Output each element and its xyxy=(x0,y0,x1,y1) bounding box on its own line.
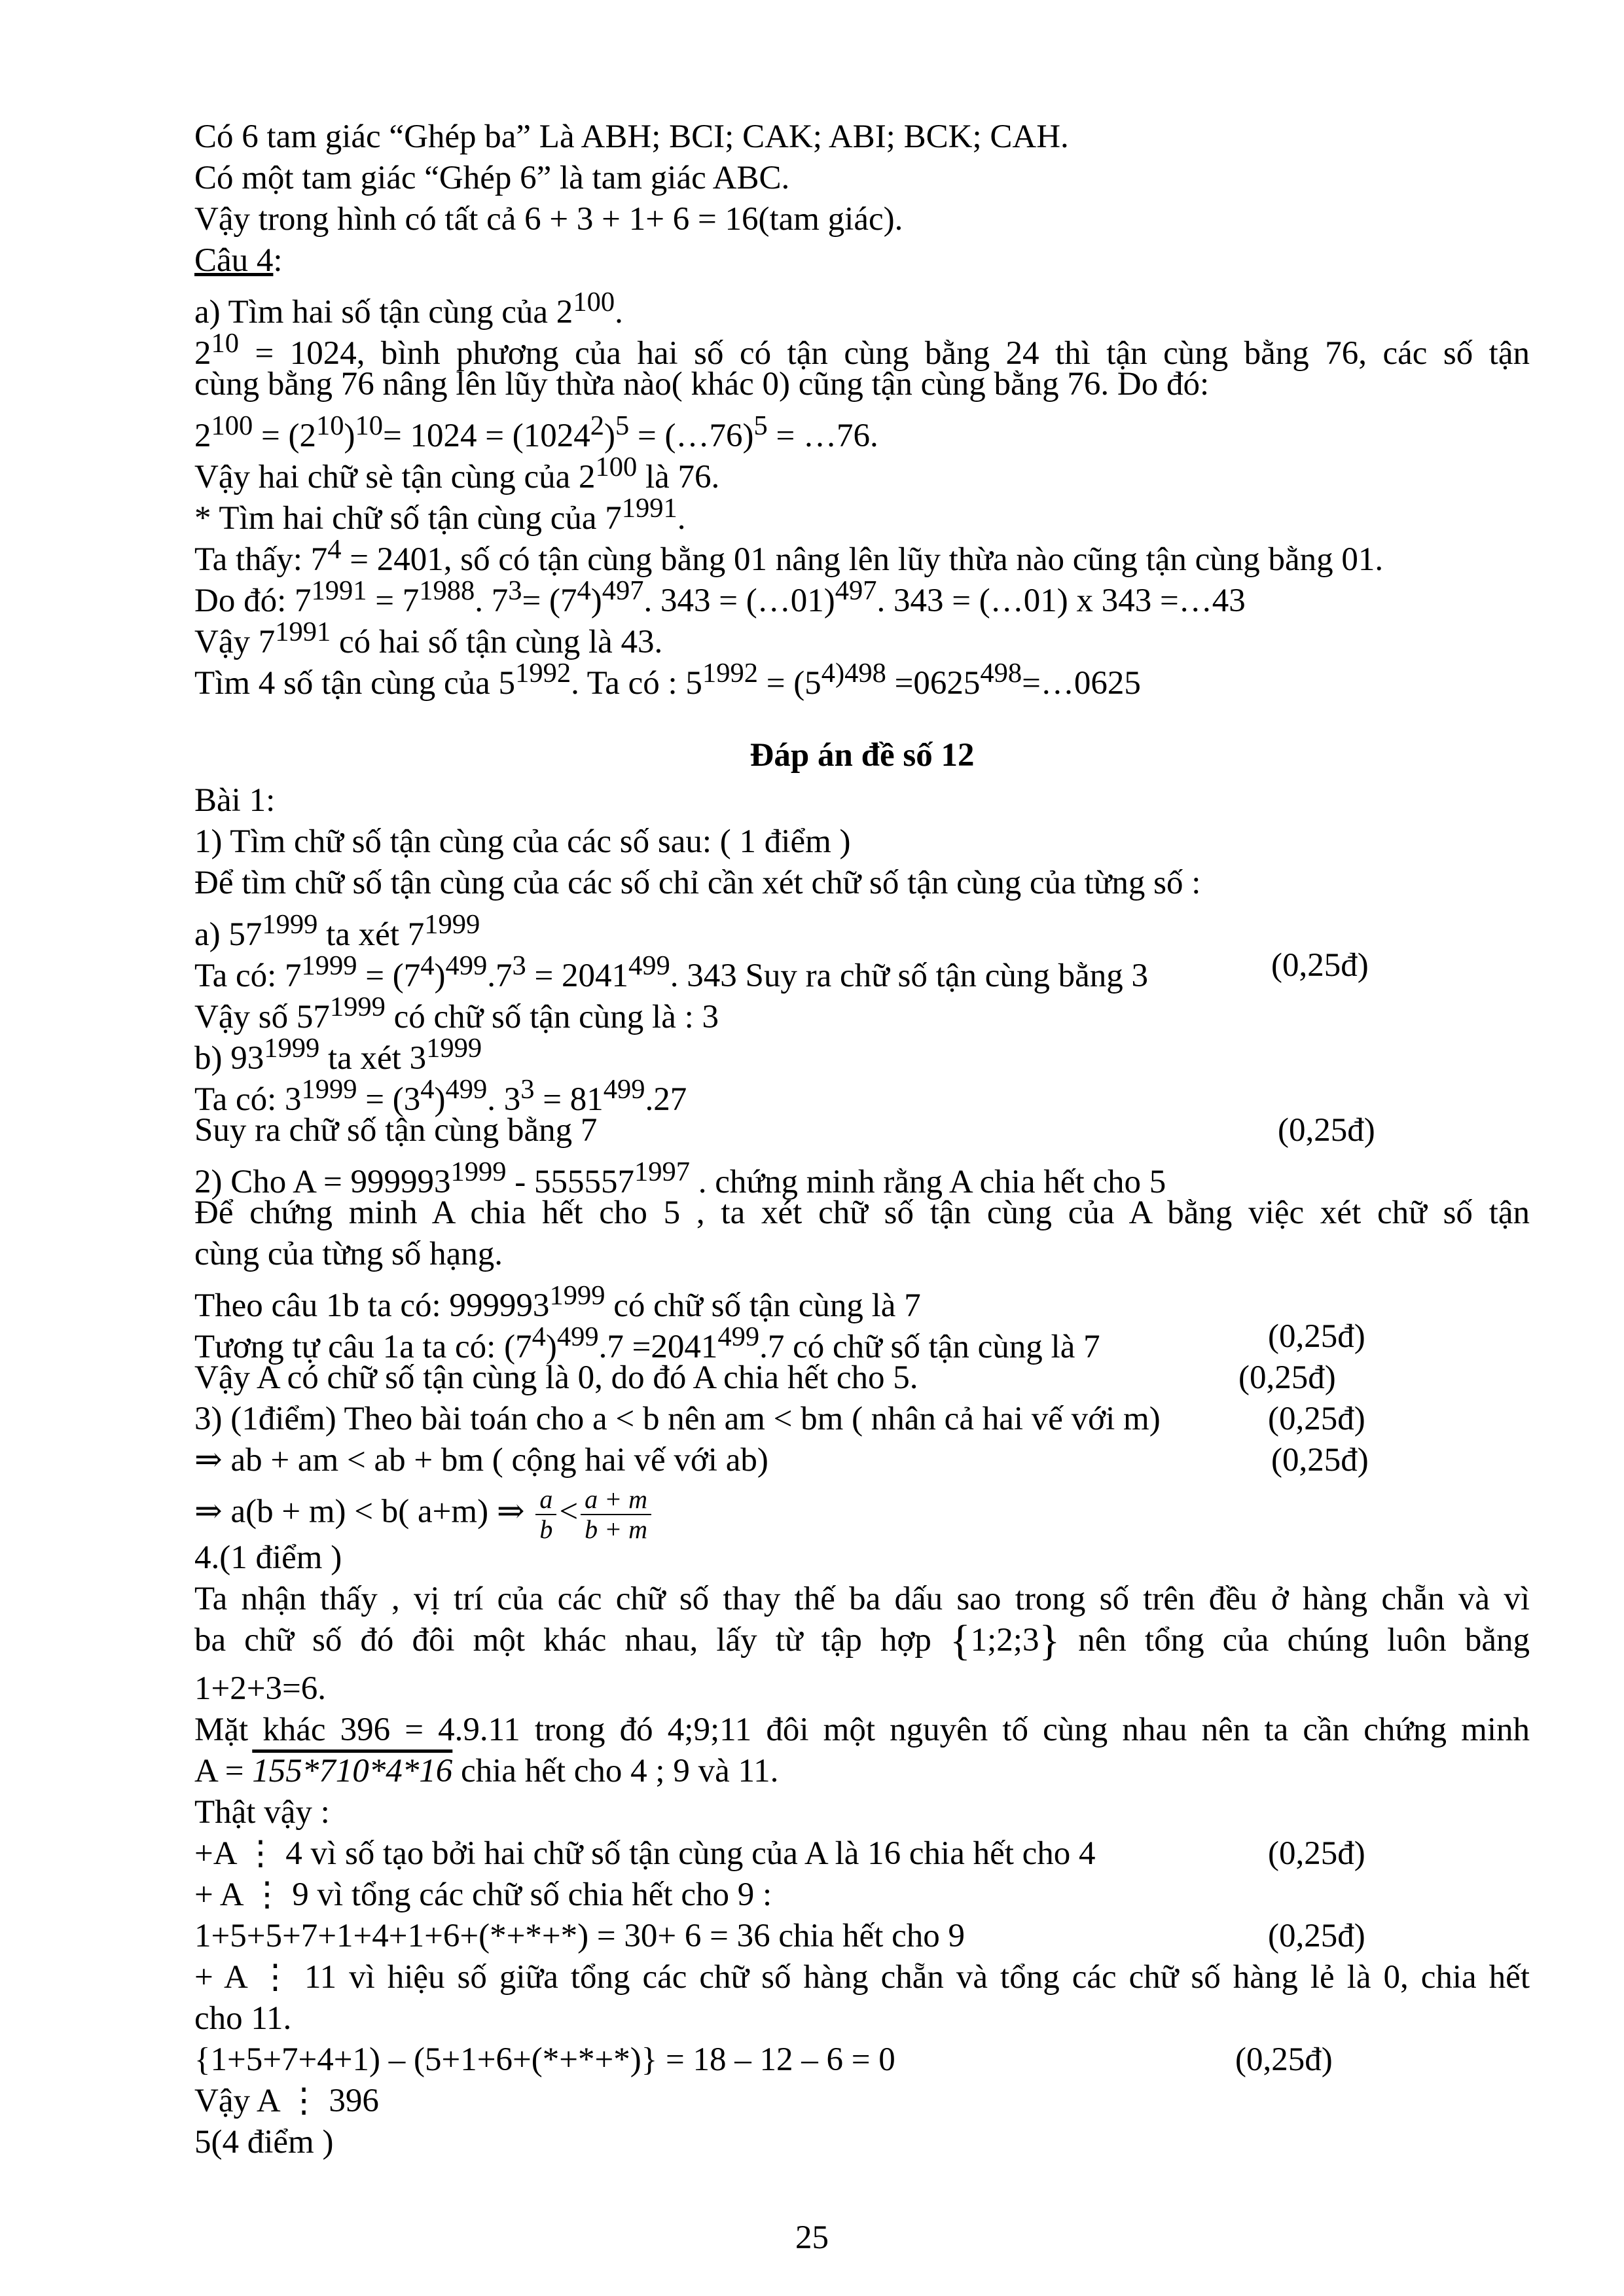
text-run: . 343 Suy ra chữ số tận cùng bằng 3 xyxy=(670,958,1148,994)
text-run: có chữ số tận cùng là : 3 xyxy=(385,999,719,1035)
text-run: =…0625 xyxy=(1022,665,1141,702)
text-run: . 3 xyxy=(487,1081,521,1118)
superscript: 4 xyxy=(532,1321,546,1352)
points: (0,25đ) xyxy=(1268,1918,1365,1954)
text-line: 3) (1điểm) Theo bài toán cho a < b nên am < bm ( nhân cả hai vế với m) (0,25đ) xyxy=(194,1399,1530,1440)
superscript: 4 xyxy=(420,950,435,981)
superscript: 100 xyxy=(211,410,253,441)
superscript: 10 xyxy=(355,410,383,441)
superscript: 1999 xyxy=(549,1280,605,1311)
superscript: 1997 xyxy=(634,1157,690,1187)
text-run: = (7 xyxy=(522,583,577,619)
overlined-number: 155*710*4*16 xyxy=(252,1753,453,1789)
superscript: 1988 xyxy=(419,575,475,606)
superscript: 499 xyxy=(717,1321,760,1352)
implies-symbol: ⇒ xyxy=(194,1493,223,1530)
text-run: = 1024 = (1024 xyxy=(382,418,590,454)
equation-line: ⇒ a(b + m) < b( a+m) ⇒ $\frac{a}{b}$ < $\frac{a + m}{b + m}$ xyxy=(194,1481,1530,1537)
text-line xyxy=(194,488,1530,537)
superscript: 1999 xyxy=(301,1074,357,1105)
superscript: 1991 xyxy=(311,575,367,606)
page-number: 25 xyxy=(795,2219,829,2256)
points: (0,25đ) xyxy=(1238,1359,1336,1396)
text-run: = 7 xyxy=(367,583,420,619)
superscript: 499 xyxy=(556,1321,599,1352)
text-line: Ta nhận thấy , vị trí của các chữ số thay thế ba dấu sao trong số trên đều ở hàng chẵn và vì xyxy=(194,1581,1530,1617)
text-run: = (7 xyxy=(357,958,421,994)
points: (0,25đ) xyxy=(1268,1835,1365,1872)
superscript: 1992 xyxy=(702,658,758,689)
superscript: 499 xyxy=(603,1074,645,1105)
text-line: Để tìm chữ số tận cùng của các số chỉ cần xét chữ số tận cùng của từng số : xyxy=(194,865,1201,901)
text-run: 2) Cho A = 999993 xyxy=(194,1164,451,1200)
text-run: Tương tự câu 1a ta có: (7 xyxy=(194,1329,532,1365)
text-line: {1+5+7+4+1) – (5+1+6+(*+*+*)} = 18 – 12 – 6 = 0 (0,25đ) xyxy=(194,2039,1530,2081)
text-line xyxy=(194,1151,1530,1200)
superscript: 4 xyxy=(420,1074,435,1105)
text-run: Ta có: 7 xyxy=(194,958,302,994)
text-line: 1+5+5+7+1+4+1+6+(*+*+*) = 30+ 6 = 36 chia hết cho 9 (0,25đ) xyxy=(194,1916,1530,1957)
text-line: 1+2+3=6. xyxy=(194,1670,327,1707)
superscript: 1991 xyxy=(275,617,331,647)
superscript: 1999 xyxy=(450,1157,507,1187)
superscript: 1999 xyxy=(424,909,480,940)
text-run: . chứng minh rằng A chia hết cho 5 xyxy=(689,1164,1166,1200)
text-line xyxy=(194,904,1530,953)
superscript: 498 xyxy=(980,658,1022,689)
text-line: Vậy trong hình có tất cả 6 + 3 + 1+ 6 = 16(tam giác). xyxy=(194,201,903,238)
text-run: Tìm 4 số tận cùng của 5 xyxy=(194,665,516,702)
text-line: A = 155*710*4*16 chia hết cho 4 ; 9 và 11. xyxy=(194,1753,779,1789)
text-run: ) xyxy=(434,958,446,994)
equation-line xyxy=(194,405,1530,454)
points: (0,25đ) xyxy=(1268,1318,1365,1355)
text-run: ta xét 7 xyxy=(317,916,425,953)
text-line: +A ⋮ 4 vì số tạo bởi hai chữ số tận cùng của A là 16 chia hết cho 4 (0,25đ) xyxy=(194,1833,1530,1874)
text-run: ta xét 3 xyxy=(319,1040,427,1077)
text-run: = (…76) xyxy=(629,418,754,454)
text-line: cho 11. xyxy=(194,2000,292,2037)
text-line: cùng của từng số hạng. xyxy=(194,1236,503,1272)
text-run: Ta có: 3 xyxy=(194,1081,302,1118)
text-run: = …76. xyxy=(767,418,878,454)
text-run: Ta thấy: 7 xyxy=(194,541,328,578)
text-line: Để chứng minh A chia hết cho 5 , ta xét chữ số tận cùng của A bằng việc xét chữ số tận xyxy=(194,1194,1530,1231)
text-run: ) xyxy=(590,583,602,619)
section-heading: Đáp án đề số 12 xyxy=(749,737,975,774)
text-run: .7 xyxy=(487,958,513,994)
superscript: 497 xyxy=(602,575,644,606)
text-run: có hai số tận cùng là 43. xyxy=(331,624,663,660)
text-run: = (3 xyxy=(357,1081,421,1118)
text-run: Vậy số 57 xyxy=(194,999,330,1035)
text-line xyxy=(194,1069,1530,1118)
text-line: 5(4 điểm ) xyxy=(194,2124,334,2161)
text-run: là 76. xyxy=(637,459,720,495)
text-run: = 2041 xyxy=(526,958,629,994)
document-body xyxy=(194,117,1530,2163)
text-run: Do đó: 7 xyxy=(194,583,312,619)
superscript: 4 xyxy=(577,575,591,606)
text-run: . 7 xyxy=(475,583,509,619)
text-line: Suy ra chữ số tận cùng bằng 7 (0,25đ) xyxy=(194,1110,1530,1151)
text-run: . 343 = (…01) x 343 =…43 xyxy=(876,583,1246,619)
text-run: = (2 xyxy=(253,418,316,454)
text-run: ) xyxy=(604,418,615,454)
text-line xyxy=(194,611,1530,660)
text-run: . xyxy=(677,500,686,537)
superscript: 499 xyxy=(445,1074,488,1105)
text-run: Theo câu 1b ta có: 999993 xyxy=(194,1287,550,1324)
superscript: 497 xyxy=(835,575,877,606)
text-line xyxy=(194,1316,1530,1365)
text-line: Vậy A ⋮ 396 xyxy=(194,2083,379,2119)
text-line: Bài 1: xyxy=(194,782,276,819)
text-run: ) xyxy=(545,1329,557,1365)
text-run: Vậy 7 xyxy=(194,624,276,660)
text-line: Có một tam giác “Ghép 6” là tam giác ABC. xyxy=(194,160,790,196)
text-line: 1) Tìm chữ số tận cùng của các số sau: ( 1 điểm ) xyxy=(194,823,851,860)
text-run: . 343 = (…01) xyxy=(643,583,835,619)
superscript: 1999 xyxy=(264,1033,320,1064)
text-line xyxy=(194,653,1530,702)
text-line: cùng bằng 76 nâng lên lũy thừa nào( khác 0) cũng tận cùng bằng 76. Do đó: xyxy=(194,366,1210,403)
points: (0,25đ) xyxy=(1235,2041,1333,2078)
fraction-am-over-bm: $\frac{a + m}{b + m}$ xyxy=(581,1485,651,1544)
text-line xyxy=(194,529,1530,578)
text-line xyxy=(194,945,1530,994)
equation-line xyxy=(194,570,1530,619)
text-line xyxy=(194,986,1530,1035)
superscript: 499 xyxy=(445,950,488,981)
text-line xyxy=(194,1028,1530,1077)
text-line xyxy=(194,446,1530,495)
question-label: Câu 4: xyxy=(194,242,283,279)
superscript: 5 xyxy=(753,410,768,441)
text-run: . Ta có : 5 xyxy=(571,665,702,702)
superscript: 10 xyxy=(316,410,344,441)
implies-symbol: ⇒ xyxy=(496,1493,525,1530)
text-run: .7 có chữ số tận cùng là 7 xyxy=(759,1329,1100,1365)
superscript: 5 xyxy=(615,410,630,441)
text-line: Thật vậy : xyxy=(194,1794,330,1831)
points: (0,25đ) xyxy=(1271,1442,1369,1479)
text-line: 4.(1 điểm ) xyxy=(194,1539,342,1576)
text-run: - 555557 xyxy=(506,1164,634,1200)
text-line: + A ⋮ 11 vì hiệu số giữa tổng các chữ số hàng chẵn và tổng các chữ số hàng lẻ là 0, chia hết xyxy=(194,1959,1530,1996)
fraction-a-over-b: $\frac{a}{b}$ xyxy=(535,1485,556,1544)
superscript: 2 xyxy=(590,410,604,441)
superscript: 3 xyxy=(508,575,522,606)
text-line: Vậy A có chữ số tận cùng là 0, do đó A chia hết cho 5. (0,25đ) xyxy=(194,1357,1530,1399)
superscript: 1999 xyxy=(329,992,386,1022)
text-run: Vậy hai chữ sè tận cùng của 2 xyxy=(194,459,596,495)
text-line: Mặt khác 396 = 4.9.11 trong đó 4;9;11 đôi một nguyên tố cùng nhau nên ta cần chứng minh xyxy=(194,1712,1530,1748)
superscript: 1999 xyxy=(262,909,318,940)
points: (0,25đ) xyxy=(1271,947,1369,984)
text-run: ) xyxy=(434,1081,446,1118)
text-run: .27 xyxy=(645,1081,687,1118)
superscript: 3 xyxy=(520,1074,535,1105)
text-run: có chữ số tận cùng là 7 xyxy=(605,1287,921,1324)
text-line xyxy=(194,1275,1530,1324)
superscript: 4)498 xyxy=(821,658,886,689)
question-4-label: Câu 4 xyxy=(194,242,274,279)
text-line: ⇒ ab + am < ab + bm ( cộng hai vế với ab) (0,25đ) xyxy=(194,1440,1530,1481)
text-run: b) 93 xyxy=(194,1040,264,1077)
text-run: = 2401, số có tận cùng bằng 01 nâng lên lũy thừa nào cũng tận cùng bằng 01. xyxy=(341,541,1384,578)
superscript: 1991 xyxy=(621,493,677,524)
superscript: 3 xyxy=(512,950,526,981)
superscript: 1999 xyxy=(426,1033,482,1064)
text-run: 2 xyxy=(194,418,211,454)
text-run: = 81 xyxy=(534,1081,604,1118)
text-run: .7 =2041 xyxy=(598,1329,718,1365)
superscript: 100 xyxy=(595,452,638,482)
text-line: $2^{10} = 1024$, bình phương của hai số có tận cùng bằng 24 thì tận cùng bằng 76, các số tận xyxy=(194,328,1530,372)
text-line: ba chữ số đó đôi một khác nhau, lấy từ tập hợp {1;2;3} nên tổng của chúng luôn bằng xyxy=(194,1617,1530,1664)
text-run: ) xyxy=(344,418,355,454)
text-run: a) 57 xyxy=(194,916,262,953)
superscript: 1992 xyxy=(515,658,571,689)
text-line: + A ⋮ 9 vì tổng các chữ số chia hết cho 9 : xyxy=(194,1876,772,1913)
points: (0,25đ) xyxy=(1278,1112,1375,1149)
text-line: Có 6 tam giác “Ghép ba” Là ABH; BCI; CAK; ABI; BCK; CAH. xyxy=(194,118,1069,155)
points: (0,25đ) xyxy=(1268,1401,1365,1437)
implies-symbol: ⇒ xyxy=(194,1442,223,1479)
superscript: 499 xyxy=(628,950,670,981)
text-run: = (5 xyxy=(757,665,821,702)
superscript: 1999 xyxy=(301,950,357,981)
text-run: =0625 xyxy=(886,665,981,702)
superscript: 4 xyxy=(327,534,342,565)
text-run: * Tìm hai chữ số tận cùng của 7 xyxy=(194,500,622,537)
text-line: a) Tìm hai số tận cùng của $2^{100}$. xyxy=(194,287,623,331)
